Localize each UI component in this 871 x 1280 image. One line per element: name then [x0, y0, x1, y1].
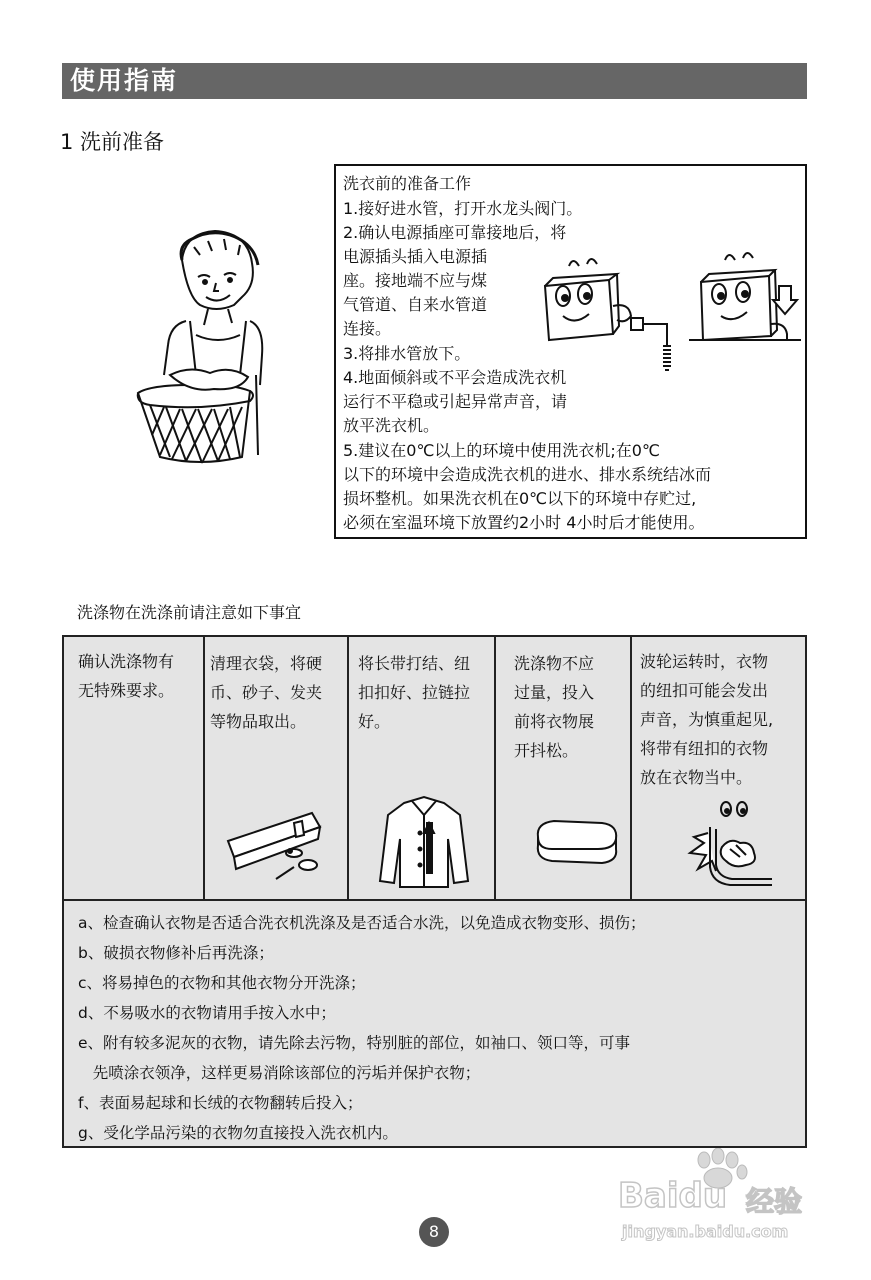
tip-item: 先喷涂衣领净，这样更易消除该部位的污垢并保护衣物；	[78, 1064, 481, 1082]
column-divider	[203, 637, 205, 900]
page-number: 8	[419, 1217, 449, 1247]
cell-line: 将带有纽扣的衣物	[640, 739, 769, 758]
preparation-box	[334, 164, 807, 539]
cell-line: 币、砂子、发夹	[210, 683, 323, 702]
woman-with-basket-illustration	[130, 225, 280, 470]
prep-line: 3.将排水管放下。	[343, 344, 471, 363]
washing-tub-clothes-illustration	[682, 797, 778, 891]
note-cell-empty-pockets	[210, 649, 322, 736]
folded-clothes-illustration	[532, 815, 622, 871]
washing-tips-list	[78, 908, 646, 1148]
washing-machines-illustration	[539, 246, 803, 376]
cell-line: 洗涤物不应	[514, 654, 595, 673]
tip-item: e、附有较多泥灰的衣物，请先除去污物，特别脏的部位，如袖口、领口等，可事	[78, 1034, 631, 1052]
watermark-url: jingyan.baidu.com	[622, 1222, 789, 1241]
prep-line: 座。接地端不应与煤	[343, 271, 488, 290]
notes-table	[62, 635, 807, 1148]
page-header	[62, 63, 807, 99]
row-divider	[64, 899, 805, 901]
column-divider	[347, 637, 349, 900]
tip-item: d、不易吸水的衣物请用手按入水中；	[78, 1004, 336, 1022]
section-title: 1 洗前准备	[60, 130, 165, 154]
cell-line: 放在衣物当中。	[640, 768, 753, 787]
note-cell-buttons-noise	[640, 647, 773, 792]
watermark-brand-cn: 经验	[746, 1185, 803, 1218]
cell-line: 等物品取出。	[210, 712, 307, 731]
cell-line: 确认洗涤物有	[78, 652, 175, 671]
baidu-jingyan-watermark	[612, 1148, 822, 1248]
tip-item: b、破损衣物修补后再洗涤；	[78, 944, 274, 962]
pocket-coins-illustration	[224, 805, 334, 885]
prep-line: 必须在室温环境下放置约2小时 4小时后才能使用。	[343, 513, 705, 532]
cell-line: 将长带打结、纽	[358, 654, 471, 673]
cell-line: 扣扣好、拉链拉	[358, 683, 471, 702]
note-cell-special-requirements	[78, 647, 174, 705]
prep-line: 损坏整机。如果洗衣机在0℃以下的环境中存贮过,	[343, 489, 697, 508]
watermark-brand: Baidu	[618, 1176, 728, 1216]
prep-line: 4.地面倾斜或不平会造成洗衣机	[343, 368, 567, 387]
cell-line: 波轮运转时，衣物	[640, 652, 769, 671]
prep-heading: 洗衣前的准备工作	[343, 174, 472, 193]
note-cell-tie-straps	[358, 649, 470, 736]
cell-line: 声音，为慎重起见,	[640, 710, 774, 729]
prep-line: 连接。	[343, 319, 392, 338]
note-cell-not-overload	[514, 649, 594, 765]
tip-item: f、表面易起球和长绒的衣物翻转后投入；	[78, 1094, 363, 1112]
cell-line: 的纽扣可能会发出	[640, 681, 769, 700]
notes-title: 洗涤物在洗涤前请注意如下事宜	[77, 603, 302, 622]
column-divider	[494, 637, 496, 900]
tip-item: a、检查确认衣物是否适合洗衣机洗涤及是否适合水洗，以免造成衣物变形、损伤；	[78, 914, 646, 932]
prep-line: 1.接好进水管，打开水龙头阀门。	[343, 199, 583, 218]
cell-line: 清理衣袋，将硬	[210, 654, 323, 673]
prep-line: 电源插头插入电源插	[343, 247, 488, 266]
prep-line: 气管道、自来水管道	[343, 295, 488, 314]
column-divider	[630, 637, 632, 900]
cell-line: 无特殊要求。	[78, 681, 175, 700]
prep-line: 2.确认电源插座可靠接地后，将	[343, 223, 567, 242]
prep-line: 5.建议在0℃以上的环境中使用洗衣机;在0℃	[343, 441, 660, 460]
cell-line: 开抖松。	[514, 741, 579, 760]
tip-item: c、将易掉色的衣物和其他衣物分开洗涤；	[78, 974, 366, 992]
tip-item: g、受化学品污染的衣物勿直接投入洗衣机内。	[78, 1124, 398, 1142]
page-title: 使用指南	[70, 66, 179, 95]
cell-line: 前将衣物展	[514, 712, 595, 731]
prep-line: 以下的环境中会造成洗衣机的进水、排水系统结冰而	[343, 465, 712, 484]
cell-line: 过量，投入	[514, 683, 595, 702]
cell-line: 好。	[358, 712, 391, 731]
prep-line: 运行不平稳或引起异常声音，请	[343, 392, 568, 411]
buttoned-shirt-illustration	[376, 793, 472, 891]
prep-line: 放平洗衣机。	[343, 416, 440, 435]
